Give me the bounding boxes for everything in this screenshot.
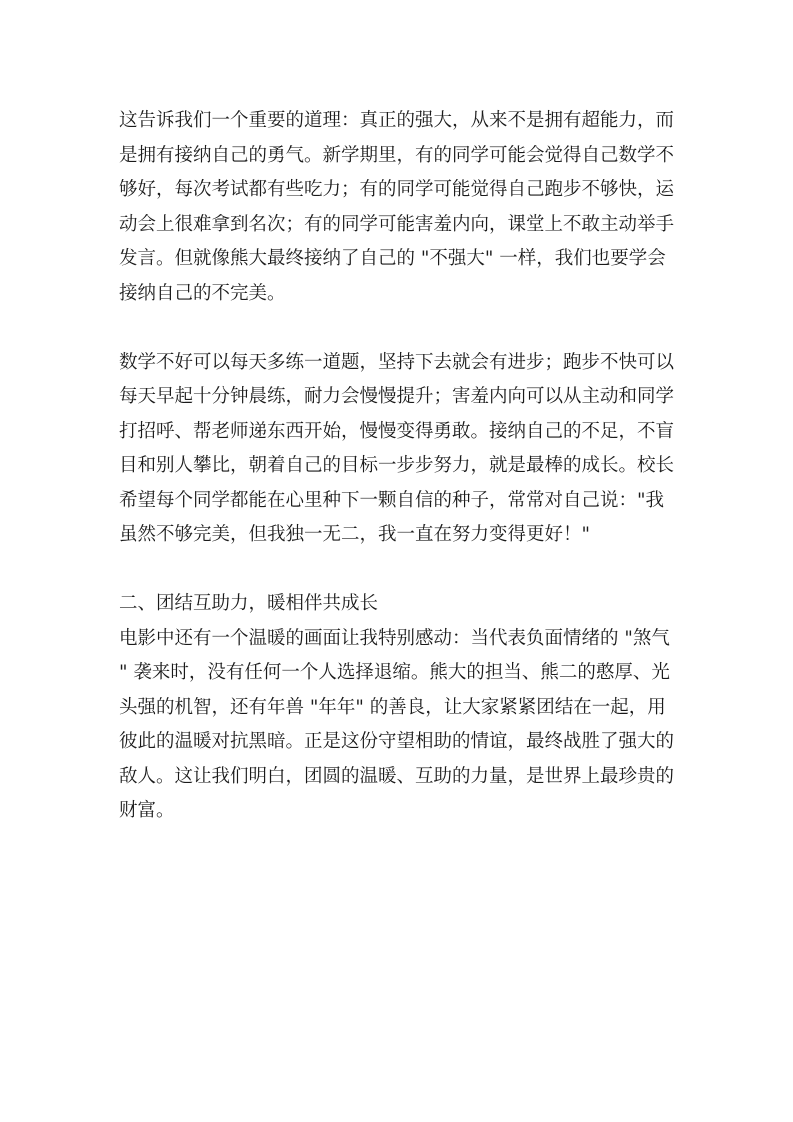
text-line: 目和别人攀比，朝着自己的目标一步步努力，就是最棒的成长。校长 <box>119 455 675 476</box>
text-line: 数学不好可以每天多练一道题，坚持下去就会有进步；跑步不快可以 <box>119 351 675 373</box>
text-line: 希望每个同学都能在心里种下一颗自信的种子，常常对自己说："我 <box>119 489 665 511</box>
paragraph-1 <box>119 104 679 311</box>
text-line: 电影中还有一个温暖的画面让我特别感动：当代表负面情绪的 "煞气 <box>119 627 670 649</box>
text-line: " 袭来时，没有任何一个人选择退缩。熊大的担当、熊二的憨厚、光 <box>119 662 670 683</box>
paragraph-2 <box>119 346 679 553</box>
text-line: 够好，每次考试都有些吃力；有的同学可能觉得自己跑步不够快，运 <box>119 179 675 200</box>
text-line: 这告诉我们一个重要的道理：真正的强大，从来不是拥有超能力，而 <box>119 110 675 131</box>
text-line: 发言。但就像熊大最终接纳了自己的 "不强大" 一样，我们也要学会 <box>119 248 666 269</box>
text-line: 打招呼、帮老师递东西开始，慢慢变得勇敢。接纳自己的不足，不盲 <box>119 420 675 442</box>
section-spacer <box>119 553 679 588</box>
text-line: 敌人。这让我们明白，团圆的温暖、互助的力量，是世界上最珍贵的 <box>119 765 675 787</box>
document-body <box>119 104 679 829</box>
text-line: 每天早起十分钟晨练，耐力会慢慢提升；害羞内向可以从主动和同学 <box>119 386 675 407</box>
text-line: 动会上很难拿到名次；有的同学可能害羞内向，课堂上不敢主动举手 <box>119 213 675 235</box>
section-heading: 二、团结互助力，暖相伴共成长 <box>119 593 379 614</box>
section-2 <box>119 587 679 829</box>
text-line: 财富。 <box>119 800 175 821</box>
paragraph-spacer <box>119 311 679 346</box>
text-line: 彼此的温暖对抗黑暗。正是这份守望相助的情谊，最终战胜了强大的 <box>119 731 675 752</box>
text-line: 接纳自己的不完美。 <box>119 282 286 304</box>
text-line: 虽然不够完美，但我独一无二，我一直在努力变得更好！" <box>119 524 591 545</box>
text-line: 头强的机智，还有年兽 "年年" 的善良，让大家紧紧团结在一起，用 <box>119 696 666 718</box>
text-line: 是拥有接纳自己的勇气。新学期里，有的同学可能会觉得自己数学不 <box>119 144 675 166</box>
